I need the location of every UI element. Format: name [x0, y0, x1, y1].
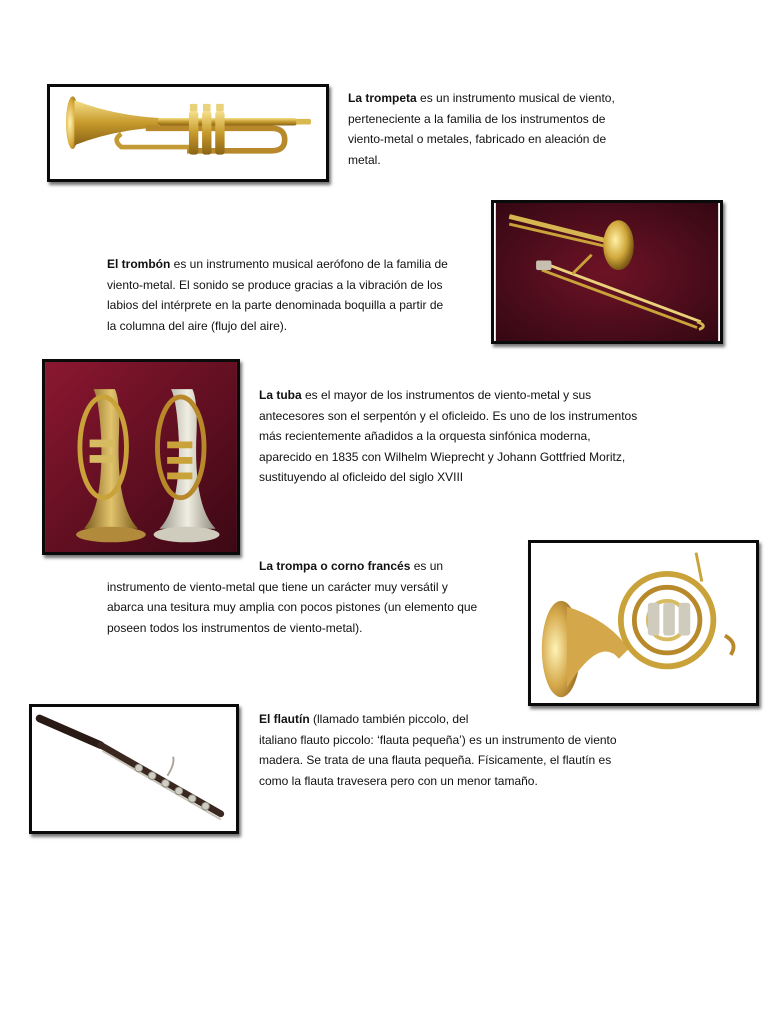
trumpet-line-1: es un instrumento musical de viento, [416, 91, 615, 105]
piccolo-image [29, 704, 239, 834]
tuba-line-3: más recientemente añadidos a la orquesta sinfónica moderna, [259, 429, 591, 443]
tuba-line-5: sustituyendo al oficleido del siglo XVIII [259, 470, 464, 484]
french-horn-line-3: abarca una tesitura muy amplia con pocos pistones (un elemento que [107, 600, 478, 614]
tuba-line-2: antecesores son el serpentón y el oficleido. Es uno de los instrumentos [259, 408, 638, 423]
french-horn-line-1: es un [410, 559, 444, 573]
trombone-line-3: labios del intérprete en la parte denominada boquilla a partir de [107, 298, 444, 312]
tuba-term: La tuba [259, 388, 302, 402]
trumpet-line-2: perteneciente a la familia de los instrumentos de [348, 111, 606, 126]
piccolo-description [259, 709, 617, 791]
trombone-image [491, 200, 723, 344]
tuba-image [42, 359, 240, 555]
trumpet-illustration [50, 87, 326, 179]
piccolo-line-2: italiano flauto piccolo: ‘flauta pequeña’) es un instrumento de viento [259, 732, 617, 747]
piccolo-illustration [32, 707, 236, 831]
trombone-term: El trombón [107, 257, 171, 271]
trumpet-line-4: metal. [348, 152, 381, 167]
tuba-description [259, 385, 637, 488]
trumpet-line-3: viento-metal o metales, fabricado en aleación de [348, 132, 607, 146]
trumpet-description [348, 88, 615, 170]
trombone-description [107, 254, 448, 336]
tuba-line-1: es el mayor de los instrumentos de viento-metal y sus [301, 388, 592, 402]
french-horn-line-4: poseen todos los instrumentos de viento-metal). [107, 620, 363, 635]
french-horn-illustration [531, 543, 756, 703]
piccolo-line-1: (llamado también piccolo, del [309, 712, 469, 726]
trumpet-image [47, 84, 329, 182]
trombone-illustration [494, 203, 720, 341]
piccolo-line-3: madera. Se trata de una flauta pequeña. Físicamente, el flautín es [259, 753, 612, 767]
trombone-line-2: viento-metal. El sonido se produce gracias a la vibración de los [107, 277, 443, 292]
trumpet-term: La trompeta [348, 91, 417, 105]
trombone-line-1: es un instrumento musical aerófono de la familia de [170, 257, 448, 271]
piccolo-term: El flautín [259, 712, 310, 726]
tuba-illustration [45, 362, 237, 552]
tuba-line-4: aparecido en 1835 con Wilhelm Wieprecht y Johann Gottfried Moritz, [259, 449, 626, 464]
french-horn-term: La trompa o corno francés [259, 559, 411, 573]
trombone-line-4: la columna del aire (flujo del aire). [107, 318, 288, 333]
french-horn-description [107, 556, 477, 638]
piccolo-line-4: como la flauta travesera pero con un menor tamaño. [259, 773, 538, 788]
french-horn-image [528, 540, 759, 706]
french-horn-line-2: instrumento de viento-metal que tiene un carácter muy versátil y [107, 579, 448, 594]
